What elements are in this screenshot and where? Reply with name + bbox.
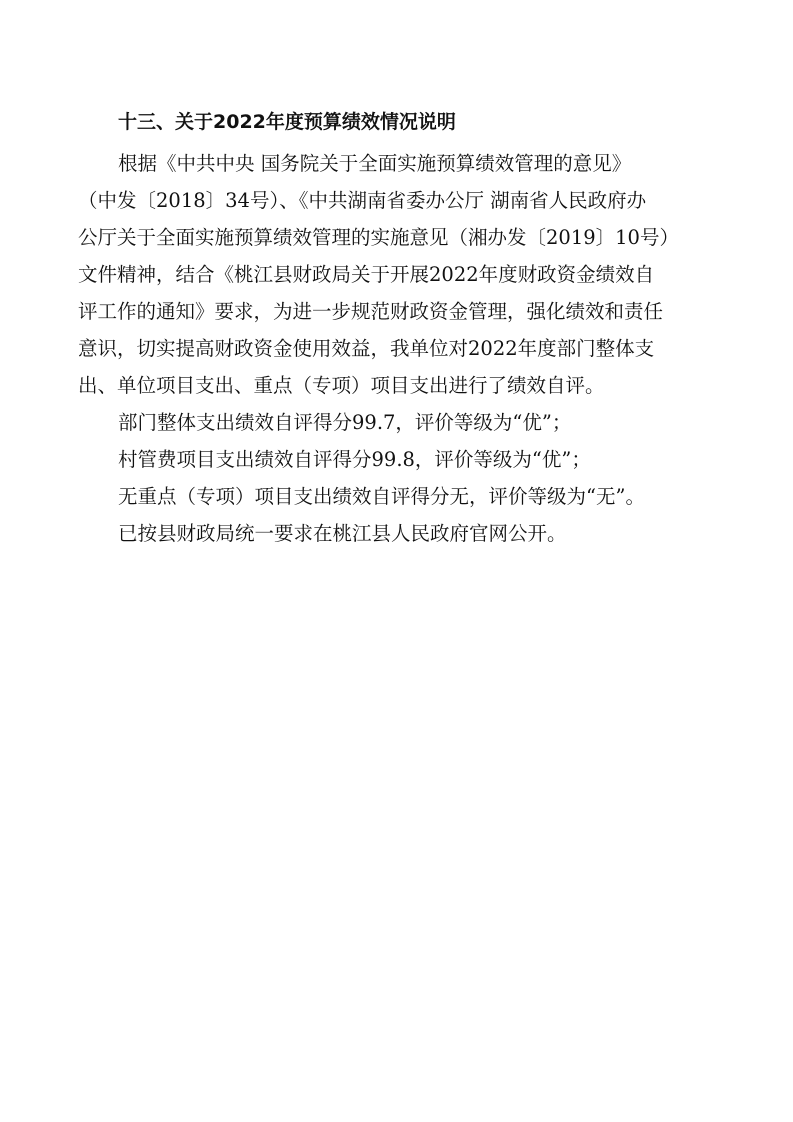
paragraph-line: 文件精神，结合《桃江县财政局关于开展2022年度财政资金绩效自 <box>78 263 655 286</box>
paragraph-line: 公厅关于全面实施预算绩效管理的实施意见（湘办发〔2019〕10号） <box>78 226 679 249</box>
result-line: 部门整体支出绩效自评得分99.7，评价等级为“优”； <box>118 411 572 434</box>
paragraph-line: 意识，切实提高财政资金使用效益，我单位对2022年度部门整体支 <box>78 337 655 360</box>
paragraph-line: 出、单位项目支出、重点（专项）项目支出进行了绩效自评。 <box>78 374 605 397</box>
paragraph-line: 评工作的通知》要求，为进一步规范财政资金管理，强化绩效和责任 <box>78 300 664 323</box>
result-line: 无重点（专项）项目支出绩效自评得分无，评价等级为“无”。 <box>118 485 645 508</box>
result-line: 已按县财政局统一要求在桃江县人民政府官网公开。 <box>118 522 567 545</box>
section-heading: 十三、关于2022年度预算绩效情况说明 <box>118 111 456 133</box>
paragraph-line: 根据《中共中央 国务院关于全面实施预算绩效管理的意见》 <box>118 152 632 175</box>
result-line: 村管费项目支出绩效自评得分99.8，评价等级为“优”； <box>118 448 591 471</box>
paragraph-line: （中发〔2018〕34号）、《中共湖南省委办公厅 湖南省人民政府办 <box>78 189 647 212</box>
